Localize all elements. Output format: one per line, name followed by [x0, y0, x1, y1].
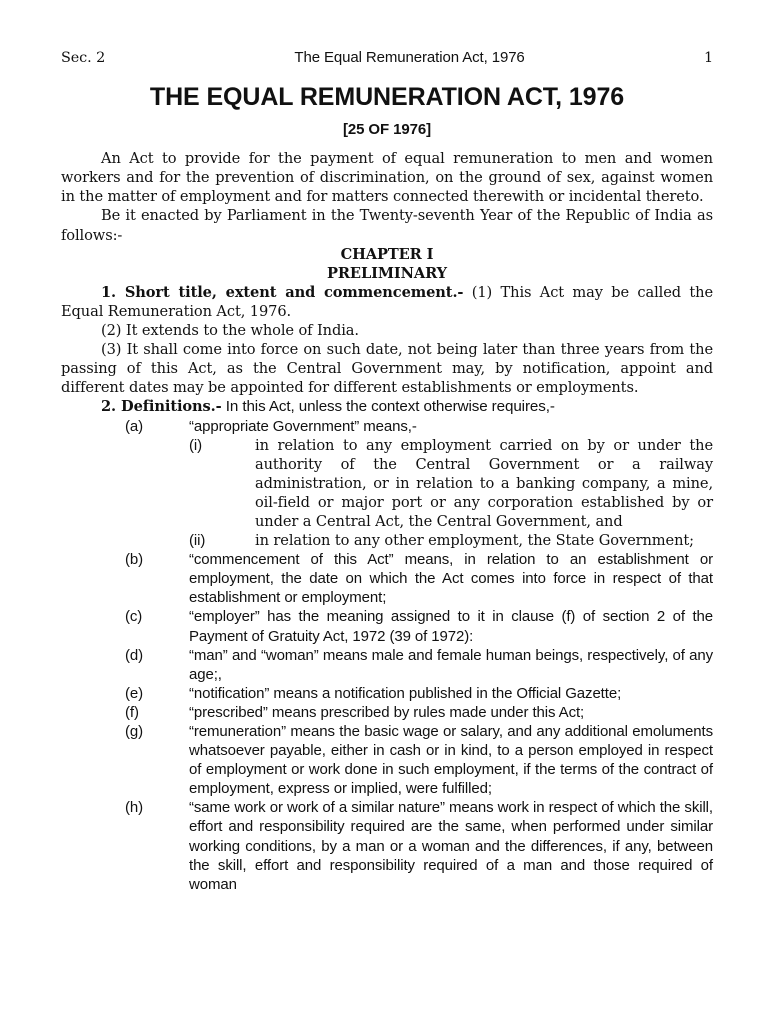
chapter-number: CHAPTER I: [340, 245, 434, 263]
definition-label: (b): [125, 551, 144, 569]
definition-text: “remuneration” means the basic wage or salary, and any additional emoluments whatsoever payable, either in cash or in kind, to a person employed in respect of employment or work done in such employment, if the terms of the contract of employment, express or implied, were fulfilled;: [189, 723, 713, 798]
definition-label: (e): [125, 684, 144, 702]
sub-clause-label: (i): [189, 436, 203, 454]
sub-clause-text: in relation to any other employment, the State Government;: [255, 532, 694, 550]
definition-text: “appropriate Government” means,-: [189, 417, 417, 435]
definition-a-ii: [61, 531, 713, 550]
chapter-name: PRELIMINARY: [327, 264, 447, 282]
header-act-title: The Equal Remuneration Act, 1976: [294, 49, 525, 66]
enactment-paragraph: Be it enacted by Parliament in the Twenty-seventh Year of the Republic of India as follows:-: [61, 207, 713, 244]
header-section: Sec. 2: [61, 50, 106, 66]
sub-clause-text: in relation to any employment carried on by or under the authority of the Central Government or a railway administration, or in relation to a banking company, a mine, oil-field or major port or any corporation established by or under a Central Act, the Central Government, and: [255, 436, 713, 530]
act-title: THE EQUAL REMUNERATION ACT, 1976: [149, 83, 625, 112]
definition-label: (a): [125, 417, 144, 435]
definition-text: “man” and “woman” means male and female human beings, respectively, of any age;,: [189, 646, 713, 683]
definition-text: “commencement of this Act” means, in relation to an establishment or employment, the date on which the Act comes into force in respect of that establishment or employment;: [189, 551, 713, 607]
definition-h: [61, 798, 713, 893]
section-1-sub-3: (3) It shall come into force on such date, not being later than three years from the passing of this Act, as the Central Government may, by notification, appoint and different dates may be appointed for different establishments or employments.: [61, 341, 713, 397]
preamble-paragraph: An Act to provide for the payment of equal remuneration to men and women workers and for the prevention of discrimination, on the ground of sex, against women in the matter of employment and for matters connected therewith or incidental thereto.: [61, 150, 713, 206]
definition-label: (d): [125, 646, 144, 664]
section-2-intro: In this Act, unless the context otherwise requires,-: [221, 398, 555, 416]
definition-text: “prescribed” means prescribed by rules made under this Act;: [189, 703, 585, 721]
definition-a: [61, 417, 713, 436]
section-1-sub-2: (2) It extends to the whole of India.: [101, 322, 359, 340]
document-page: [61, 48, 713, 894]
definition-b: [61, 550, 713, 607]
definition-f: [61, 703, 713, 722]
section-1-sub-1: (1) This Act may be called the Equal Remuneration Act, 1976.: [61, 283, 713, 320]
definition-text: “notification” means a notification published in the Official Gazette;: [189, 684, 622, 702]
section-2-heading: 2. Definitions.-: [101, 398, 222, 416]
definition-c: [61, 607, 713, 645]
definition-label: (c): [125, 608, 143, 626]
definition-text: “employer” has the meaning assigned to it in clause (f) of section 2 of the Payment of Gratuity Act, 1972 (39 of 1972):: [189, 608, 713, 645]
section-1-heading: 1. Short title, extent and commencement.-: [101, 283, 464, 301]
header-page-number: 1: [703, 50, 713, 66]
definition-label: (g): [125, 723, 144, 740]
definition-label: (h): [125, 799, 144, 817]
definition-d: [61, 646, 713, 684]
definition-text: “same work or work of a similar nature” means work in respect of which the skill, effort and responsibility required are the same, when performed under similar working conditions, by a man or a woman and the differences, if any, between the skill, effort and responsibility required of a man and those required of woman: [189, 799, 713, 893]
definition-a-i: [61, 436, 713, 531]
definition-label: (f): [125, 703, 139, 721]
act-number: [25 OF 1976]: [342, 121, 431, 139]
section-1-paragraph: [61, 283, 713, 321]
sub-clause-label: (ii): [189, 532, 206, 550]
definition-e: [61, 684, 713, 703]
section-2-paragraph: [61, 397, 713, 416]
definition-g: [61, 722, 713, 798]
running-header: [61, 48, 713, 68]
